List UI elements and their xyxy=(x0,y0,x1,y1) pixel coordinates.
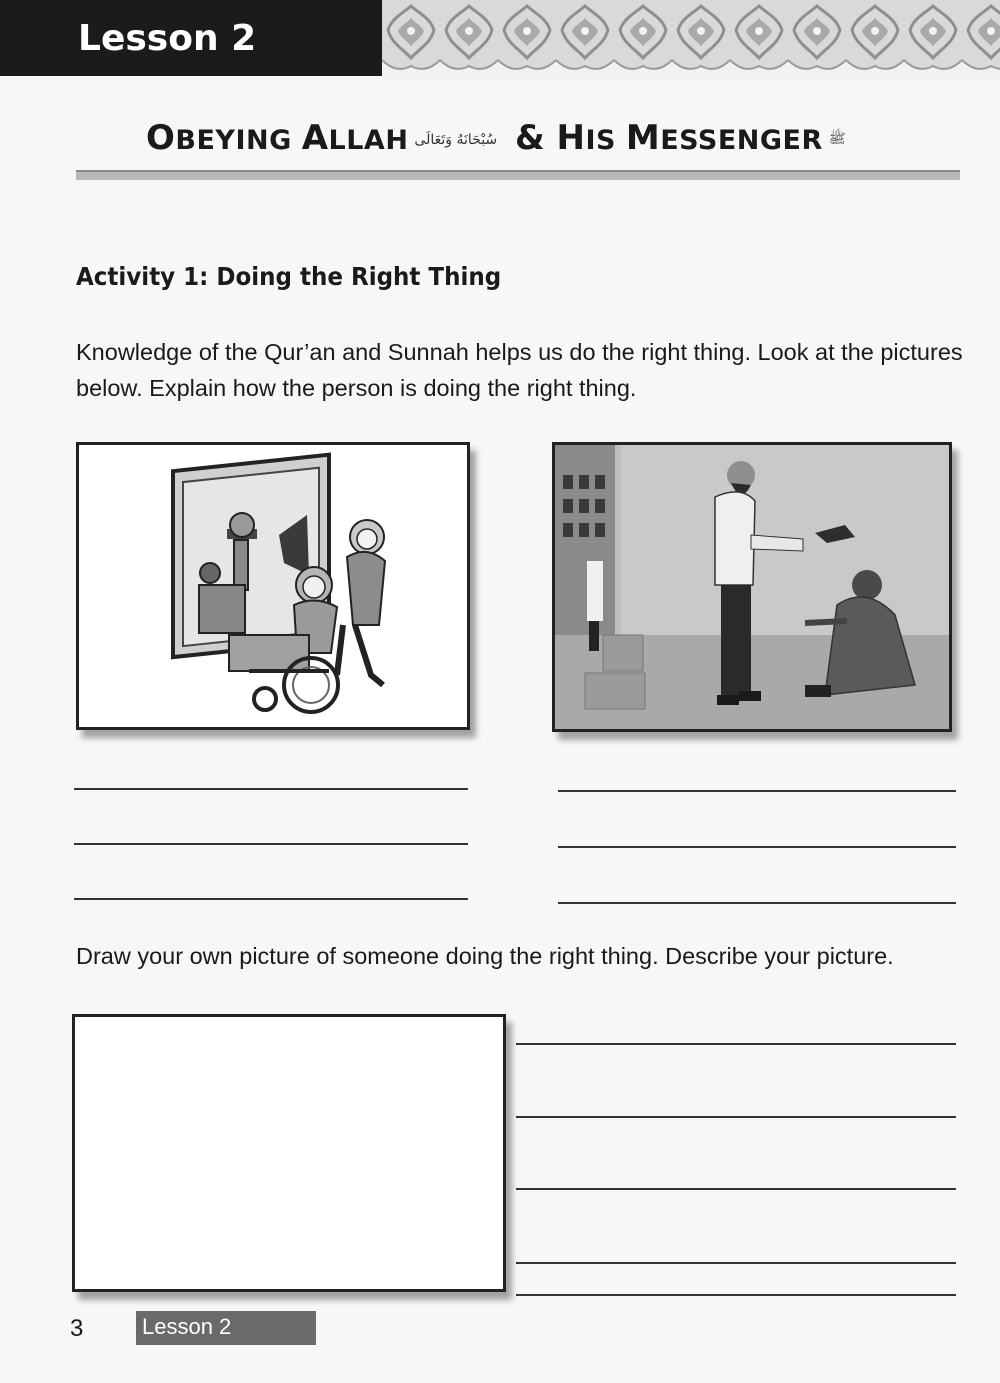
footer-lesson-label: Lesson 2 xyxy=(142,1314,232,1339)
page-number: 3 xyxy=(70,1315,84,1342)
honorific-messenger: ﷺ xyxy=(828,130,846,147)
footer-lesson-tab xyxy=(136,1311,316,1345)
description-line-3[interactable] xyxy=(516,1188,956,1190)
description-line-5[interactable] xyxy=(516,1294,956,1296)
page-title: OBEYING ALLAH سُبْحَانَهُ وَتَعَالَى & HIS MESSENGER ﷺ xyxy=(146,118,852,158)
ornament-banner xyxy=(382,0,1000,92)
activity-heading: Activity 1: Doing the Right Thing xyxy=(76,262,502,291)
drawing-box[interactable] xyxy=(72,1014,506,1292)
lesson-header-label: Lesson 2 xyxy=(78,18,257,59)
answer-line-right-1[interactable] xyxy=(558,790,956,792)
picture-frame-right xyxy=(552,442,952,732)
honorific-allah: سُبْحَانَهُ وَتَعَالَى xyxy=(414,131,498,148)
answer-line-right-2[interactable] xyxy=(558,846,956,848)
answer-line-right-3[interactable] xyxy=(558,902,956,904)
description-line-4[interactable] xyxy=(516,1262,956,1264)
answer-line-left-2[interactable] xyxy=(74,843,468,845)
answer-line-left-1[interactable] xyxy=(74,788,468,790)
wheelchair-help-illustration xyxy=(79,445,467,727)
lesson-header-tab xyxy=(0,0,382,76)
giving-to-homeless-illustration xyxy=(555,445,949,729)
activity-instructions: Knowledge of the Qur’an and Sunnah helps us do the right thing. Look at the pictures below. Explain how the person is doing the right thing. xyxy=(76,339,963,401)
picture-frame-left xyxy=(76,442,470,730)
description-line-2[interactable] xyxy=(516,1116,956,1118)
answer-line-left-3[interactable] xyxy=(74,898,468,900)
draw-instructions: Draw your own picture of someone doing the right thing. Describe your picture. xyxy=(76,943,894,969)
title-underline-edge xyxy=(76,170,960,172)
description-line-1[interactable] xyxy=(516,1043,956,1045)
